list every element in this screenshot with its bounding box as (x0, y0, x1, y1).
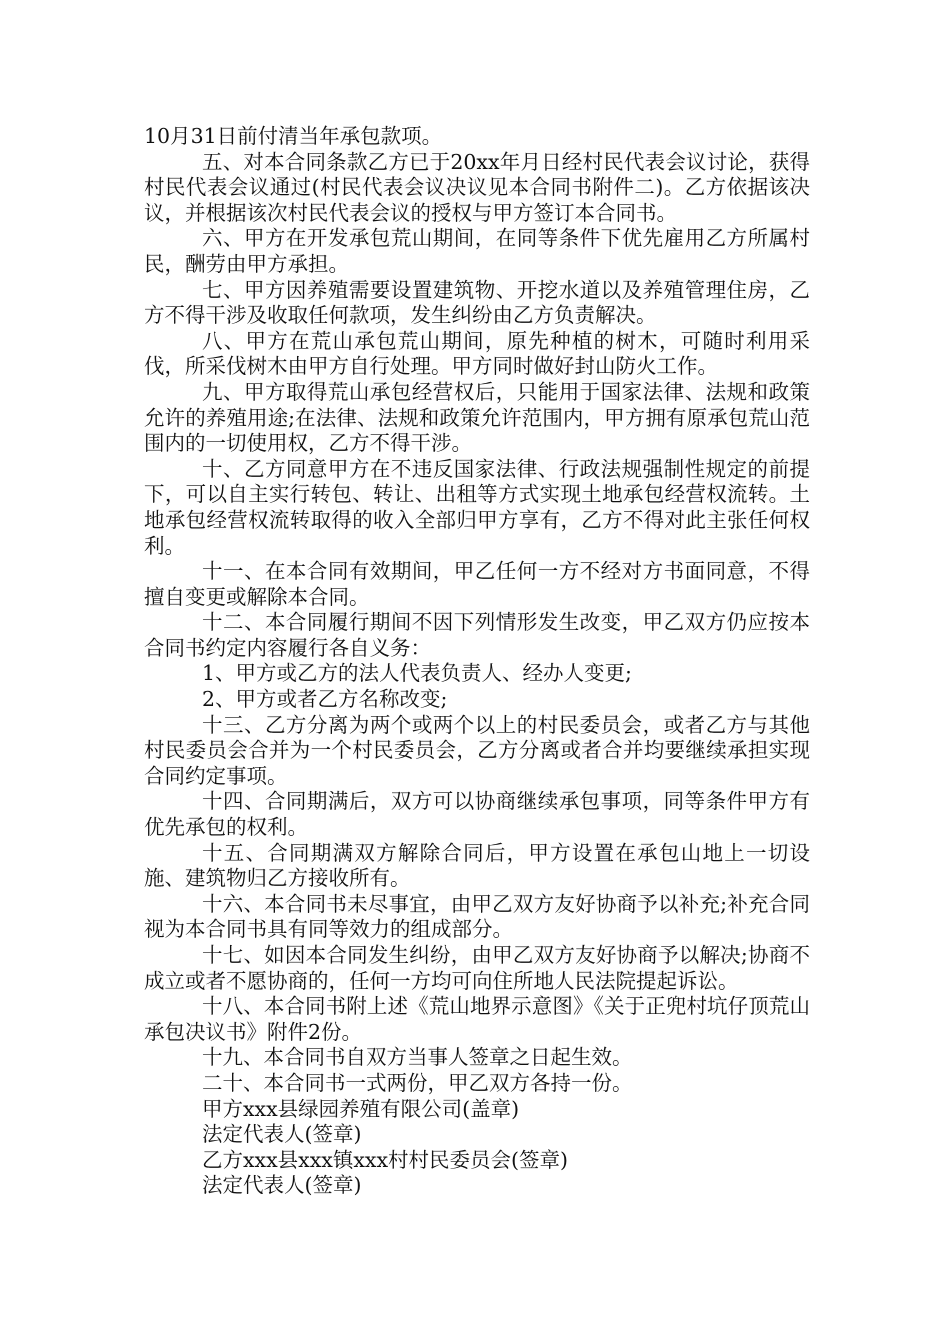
clause-15: 十五、合同期满双方解除合同后，甲方设置在承包山地上一切设施、建筑物归乙方接收所有。 (144, 840, 810, 891)
clause-17: 十七、如因本合同发生纠纷，由甲乙双方友好协商予以解决;协商不成立或者不愿协商的，任何一方均可向住所地人民法院提起诉讼。 (144, 943, 810, 993)
party-b-legal-rep-line: 法定代表人(签章) (202, 1173, 362, 1198)
clause-13: 十三、乙方分离为两个或两个以上的村民委员会，或者乙方与其他村民委员会合并为一个村民委员会，乙方分离或者合并均要继续承担实现合同约定事项。 (144, 712, 810, 788)
party-a-signature-line: 甲方xxx县绿园养殖有限公司(盖章) (202, 1096, 520, 1121)
clause-12: 十二、本合同履行期间不因下列情形发生改变，甲乙双方仍应按本合同书约定内容履行各自义务： (144, 610, 810, 660)
clause-12-item-2: 2、甲方或者乙方名称改变; (202, 687, 448, 712)
clause-7: 七、甲方因养殖需要设置建筑物、开挖水道以及养殖管理住房，乙方不得干涉及收取任何款项，发生纠纷由乙方负责解决。 (144, 277, 810, 328)
paragraph-payment-deadline: 10月31日前付清当年承包款项。 (144, 124, 443, 148)
clause-6: 六、甲方在开发承包荒山期间，在同等条件下优先雇用乙方所属村民，酬劳由甲方承担。 (144, 226, 810, 276)
clause-19: 十九、本合同书自双方当事人签章之日起生效。 (202, 1045, 633, 1070)
clause-14: 十四、合同期满后，双方可以协商继续承包事项，同等条件甲方有优先承包的权利。 (144, 789, 810, 840)
party-a-legal-rep-line: 法定代表人(签章) (202, 1122, 362, 1147)
clause-10: 十、乙方同意甲方在不违反国家法律、行政法规强制性规定的前提下，可以自主实行转包、转让、出租等方式实现土地承包经营权流转。土地承包经营权流转取得的收入全部归甲方享有，乙方不得对此主张任何权利。 (144, 456, 810, 558)
party-b-signature-line: 乙方xxx县xxx镇xxx村村民委员会(签章) (202, 1147, 569, 1172)
clause-12-item-1: 1、甲方或乙方的法人代表负责人、经办人变更; (202, 661, 632, 686)
clause-9: 九、甲方取得荒山承包经营权后，只能用于国家法律、法规和政策允许的养殖用途;在法律、法规和政策允许范围内，甲方拥有原承包荒山范围内的一切使用权，乙方不得干涉。 (144, 379, 810, 456)
clause-18: 十八、本合同书附上述《荒山地界示意图》《关于正兜村坑仔顶荒山承包决议书》附件2份。 (144, 994, 810, 1044)
clause-16: 十六、本合同书未尽事宜，由甲乙双方友好协商予以补充;补充合同视为本合同书具有同等效力的组成部分。 (144, 891, 810, 942)
clause-5: 五、对本合同条款乙方已于20xx年月日经村民代表会议讨论，获得村民代表会议通过(村民代表会议决议见本合同书附件二)。乙方依据该决议，并根据该次村民代表会议的授权与甲方签订本合同书。 (144, 149, 810, 225)
clause-11: 十一、在本合同有效期间，甲乙任何一方不经对方书面同意，不得擅自变更或解除本合同。 (144, 559, 810, 609)
clause-20: 二十、本合同书一式两份，甲乙双方各持一份。 (202, 1070, 633, 1095)
document-body (144, 124, 810, 1199)
clause-8: 八、甲方在荒山承包荒山期间，原先种植的树木，可随时利用采伐，所采伐树木由甲方自行处理。甲方同时做好封山防火工作。 (144, 328, 810, 379)
